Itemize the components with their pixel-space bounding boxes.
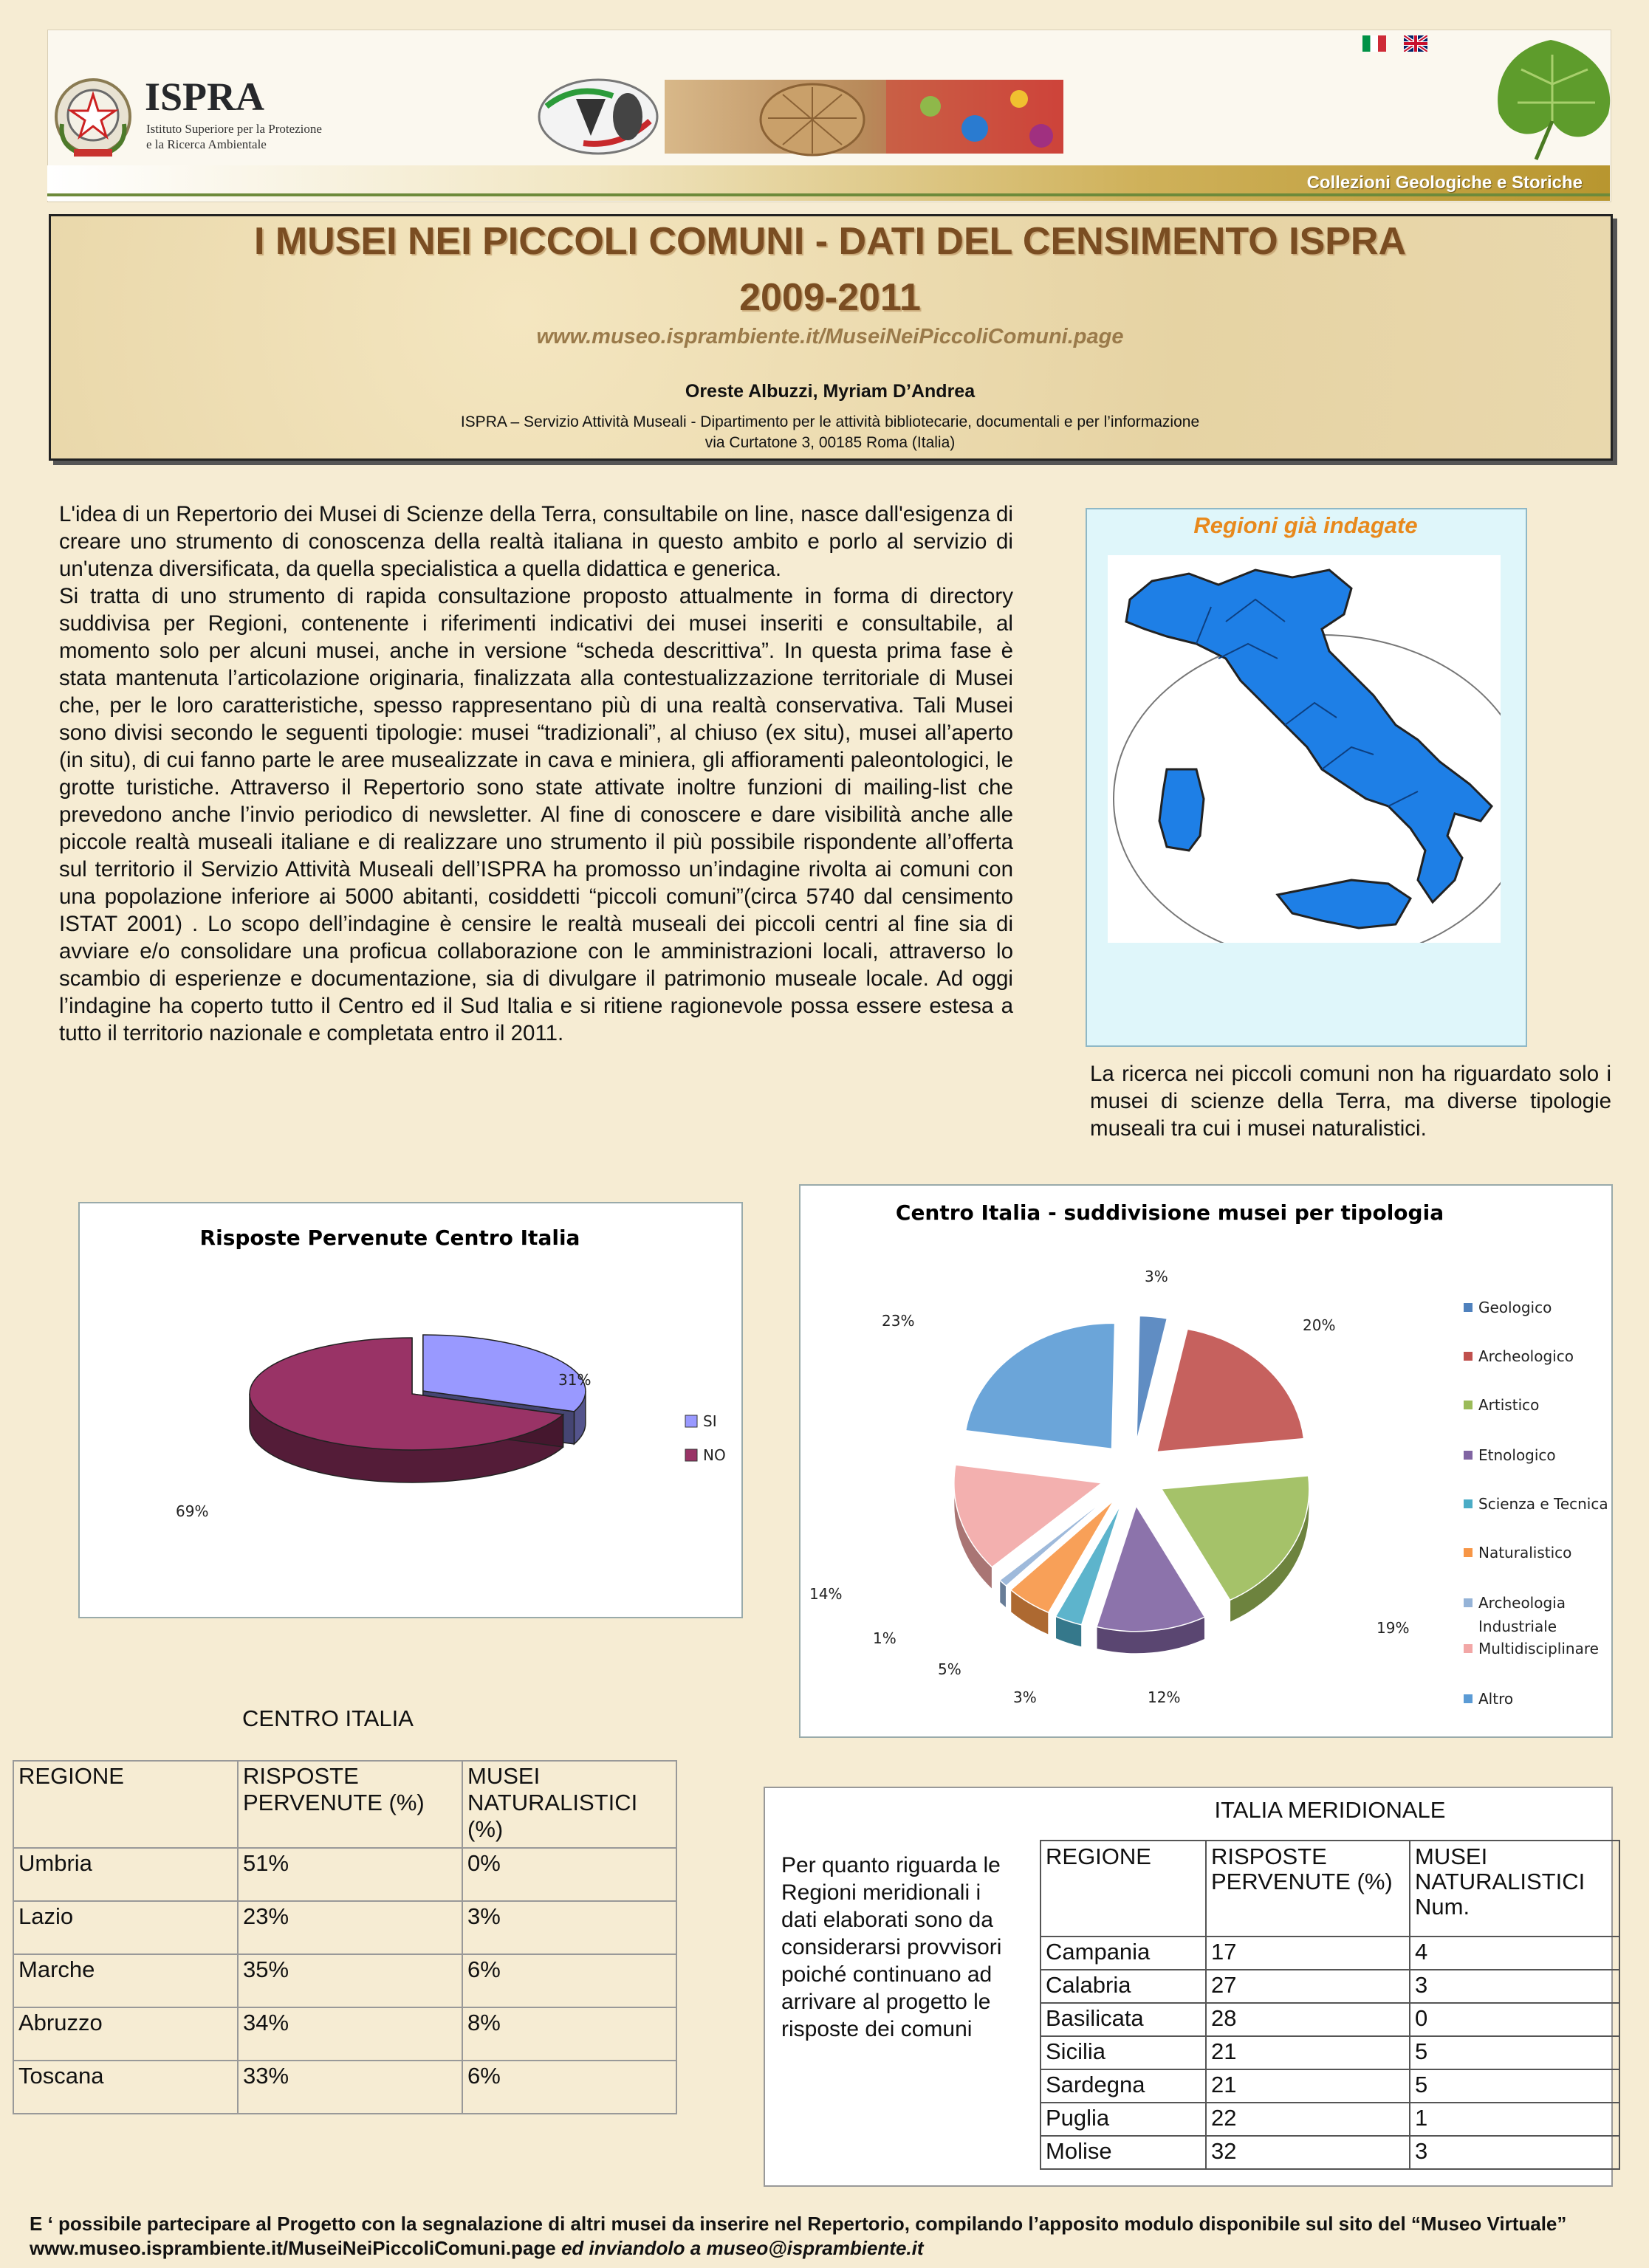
map-caption: La ricerca nei piccoli comuni non ha riguardato solo i musei di scienze della Terra, ma diverse tipologie museali tra cui i musei naturalistici.: [1090, 1062, 1611, 1141]
pie-slice-archeologico: [1157, 1329, 1304, 1451]
flag-uk-icon[interactable]: [1404, 35, 1427, 52]
table-row: [1041, 2136, 1619, 2169]
pie-data-label: 31%: [558, 1371, 592, 1389]
table-cell: 5: [1410, 2069, 1619, 2103]
italy-regions-shape: [1126, 570, 1492, 928]
intro-text: [59, 501, 1013, 1047]
table-cell: Calabria: [1041, 1970, 1206, 2003]
table-header: REGIONE: [1041, 1841, 1206, 1937]
pie-slice-altro: [966, 1323, 1115, 1449]
chart1-title: Risposte Pervenute Centro Italia: [199, 1226, 580, 1250]
logo-subtitle: [146, 121, 368, 152]
table-cell: Umbria: [13, 1848, 238, 1901]
pie-data-label: 12%: [1148, 1688, 1181, 1706]
legend-label: Naturalistico: [1478, 1544, 1572, 1561]
sud-table-caption: ITALIA MERIDIONALE: [1214, 1797, 1446, 1823]
pie-data-label: 19%: [1377, 1619, 1410, 1637]
project-url[interactable]: www.museo.isprambiente.it/MuseiNeiPiccoliComuni.page: [536, 325, 1124, 348]
affiliation-line: via Curtatone 3, 00185 Roma (Italia): [704, 434, 956, 451]
legend-swatch: [1464, 1694, 1473, 1703]
table-row: [1041, 1937, 1619, 1970]
table-cell: 1: [1410, 2103, 1619, 2136]
table-cell: 28: [1206, 2003, 1410, 2036]
table-cell: Toscana: [13, 2061, 238, 2114]
intro-paragraph: Si tratta di uno strumento di rapida consultazione proposto attualmente in forma di directory suddivisa per Regioni, contenente i riferimenti indicativi dei musei inseriti e consultabile, al momento solo per alcuni musei, anche in versione “scheda descrittiva”. In questa prima fase è stata mantenuta l’articolazione originaria, finalizzata alla contestualizzazione territoriale di Musei che, per le loro caratteristiche, spesso rappresentano più di una realtà conservativa. Tali Musei sono divisi secondo le seguenti tipologie: musei “tradizionali”, al chiuso (ex situ), musei all’aperto (in situ), di cui fanno parte le aree musealizzate in cava e miniera, gli affioramenti paleontologici, le grotte turistiche. Attraverso il Repertorio sono state attivate inoltre funzioni di mailing-list che prevedono anche l’invio periodico di newsletter. Al fine di conoscere e dare visibilità anche alle piccole realtà museali italiane e di realizzare uno strumento il più possibile rispondente all’offerta sul territorio il Servizio Attività Museali dell’ISPRA ha promosso un’indagine rivolta ai comuni con una popolazione inferiore ai 5000 abitanti, cosiddetti “piccoli comuni”(circa 5740 dal censimento ISTAT 2001) . Lo scopo dell’indagine è censire le realtà museali dei piccoli centri al fine sia di avviare e/o consolidare una proficua collaborazione con le amministrazioni locali, attraverso lo scambio di esperienze e documentazione, sia di divulgare il patrimonio museale locale. Ad oggi l’indagine ha coperto tutto il Centro ed il Sud Italia e si ritiene ragionevole possa essere estesa a tutto il territorio nazionale e completata entro il 2011.: [59, 584, 1013, 1045]
table-cell: 3: [1410, 2136, 1619, 2169]
table-cell: 34%: [238, 2007, 462, 2061]
header-line: [47, 193, 1610, 196]
table-cell: Puglia: [1041, 2103, 1206, 2136]
chart-risposte-centro: [78, 1202, 743, 1618]
chart2-title: Centro Italia - suddivisione musei per tipologia: [895, 1200, 1444, 1225]
legend-swatch: [1464, 1401, 1473, 1409]
legend-swatch: [1464, 1352, 1473, 1361]
table-cell: Basilicata: [1041, 2003, 1206, 2036]
legend-swatch: [685, 1415, 697, 1427]
legend-label: Archeologico: [1478, 1347, 1574, 1365]
table-cell: 33%: [238, 2061, 462, 2114]
chart1-svg: [80, 1203, 741, 1617]
table-cell: Molise: [1041, 2136, 1206, 2169]
table-header: RISPOSTE PERVENUTE (%): [1206, 1841, 1410, 1937]
legend-swatch: [685, 1449, 697, 1461]
pie-data-label: 1%: [873, 1629, 897, 1647]
affiliation: [0, 412, 1649, 453]
table-cell: 22: [1206, 2103, 1410, 2136]
pie-data-label: 3%: [1013, 1688, 1037, 1706]
legend-label: Etnologico: [1478, 1446, 1556, 1464]
pie-slice-geologico: [1137, 1316, 1167, 1441]
sud-table: [1040, 1840, 1620, 2170]
table-cell: Sardegna: [1041, 2069, 1206, 2103]
affiliation-line: ISPRA – Servizio Attività Museali - Dipartimento per le attività bibliotecarie, documentali e per l’informazione: [460, 413, 1200, 430]
authors: Oreste Albuzzi, Myriam D’Andrea: [685, 381, 976, 402]
table-row: [1041, 2003, 1619, 2036]
legend-label: Altro: [1478, 1690, 1514, 1708]
poster-title: [0, 214, 1649, 322]
leaf-icon: [1484, 32, 1617, 165]
legend-swatch: [1464, 1548, 1473, 1557]
legend-label: SI: [703, 1412, 717, 1430]
table-header: RISPOSTE PERVENUTE (%): [238, 1761, 462, 1848]
title-line: I MUSEI NEI PICCOLI COMUNI - DATI DEL CENSIMENTO ISPRA: [253, 220, 1407, 263]
table-row: [13, 1848, 676, 1901]
table-row: [1041, 2103, 1619, 2136]
pie-slice-artistico: [1162, 1476, 1309, 1601]
table-cell: 23%: [238, 1901, 462, 1954]
table-row: [13, 1954, 676, 2007]
logo-subtitle-line: Istituto Superiore per la Protezione: [146, 122, 322, 136]
legend-swatch: [1464, 1598, 1473, 1607]
table-cell: 4: [1410, 1937, 1619, 1970]
table-header-row: [1041, 1841, 1619, 1937]
table-row: [13, 2007, 676, 2061]
table-cell: Abruzzo: [13, 2007, 238, 2061]
table-cell: 21: [1206, 2069, 1410, 2103]
pie-data-label: 3%: [1145, 1268, 1168, 1285]
legend-label: Geologico: [1478, 1299, 1552, 1316]
table-cell: 27: [1206, 1970, 1410, 2003]
italy-map: [1108, 555, 1501, 943]
table-cell: 51%: [238, 1848, 462, 1901]
table-row: [1041, 1970, 1619, 2003]
table-header-row: [13, 1761, 676, 1848]
table-cell: 6%: [462, 1954, 676, 2007]
table-cell: 6%: [462, 2061, 676, 2114]
logo-subtitle-line: e la Ricerca Ambientale: [146, 137, 267, 151]
legend-label: Industriale: [1478, 1618, 1557, 1635]
footer-italic: ed inviandolo a museo@isprambiente.it: [555, 2237, 924, 2259]
map-area: [1108, 555, 1501, 943]
table-cell: 3%: [462, 1901, 676, 1954]
chart-tipologia-centro: [799, 1184, 1613, 1738]
table-cell: 3: [1410, 1970, 1619, 2003]
legend-label: Multidisciplinare: [1478, 1640, 1599, 1657]
table-cell: 21: [1206, 2036, 1410, 2069]
pie-data-label: 69%: [176, 1502, 209, 1520]
intro-paragraph: L'idea di un Repertorio dei Musei di Scienze della Terra, consultabile on line, nasce dall'esigenza di creare uno strumento di conoscenza della realtà italiana in questo ambito e porlo al servizio di un'utenza diversificata, da quella specialistica a quella didattica e generica.: [59, 502, 1013, 581]
title-line: 2009-2011: [739, 276, 921, 319]
legend-swatch: [1464, 1644, 1473, 1653]
table-cell: Sicilia: [1041, 2036, 1206, 2069]
legend-label: Artistico: [1478, 1396, 1540, 1414]
pie-data-label: 20%: [1303, 1316, 1336, 1334]
legend-swatch: [1464, 1303, 1473, 1312]
centro-table: [13, 1760, 677, 2114]
pie-data-label: 14%: [809, 1585, 843, 1603]
banner-photo-strip: [532, 77, 1063, 157]
table-cell: Campania: [1041, 1937, 1206, 1970]
republic-emblem-icon: [52, 72, 134, 161]
language-flags: [1362, 35, 1442, 52]
pie-data-label: 5%: [938, 1660, 961, 1678]
table-cell: 32: [1206, 2136, 1410, 2169]
legend-swatch: [1464, 1499, 1473, 1508]
footer-note: [30, 2212, 1617, 2261]
flag-italy-icon[interactable]: [1362, 35, 1386, 52]
table-header: REGIONE: [13, 1761, 238, 1848]
table-cell: Marche: [13, 1954, 238, 2007]
table-cell: 0%: [462, 1848, 676, 1901]
table-header: MUSEI NATURALISTICI (%): [462, 1761, 676, 1848]
legend-label: Archeologia: [1478, 1594, 1566, 1612]
legend-swatch: [1464, 1451, 1473, 1460]
table-row: [13, 1901, 676, 1954]
table-cell: 35%: [238, 1954, 462, 2007]
table-header: MUSEI NATURALISTICI Num.: [1410, 1841, 1619, 1937]
sud-note: Per quanto riguarda le Regioni meridionali i dati elaborati sono da considerarsi provvisori poiché continuano ad arrivare al progetto le risposte dei comuni: [781, 1853, 1002, 2041]
table-cell: 8%: [462, 2007, 676, 2061]
logo-name: ISPRA: [145, 75, 265, 119]
table-cell: 0: [1410, 2003, 1619, 2036]
table-row: [13, 2061, 676, 2114]
table-cell: 17: [1206, 1937, 1410, 1970]
legend-label: NO: [703, 1446, 726, 1464]
pie-data-label: 23%: [882, 1312, 915, 1330]
legend-label: Scienza e Tecnica: [1478, 1495, 1608, 1513]
map-title: Regioni già indagate: [1193, 512, 1418, 538]
collection-label: Collezioni Geologiche e Storiche: [1306, 173, 1583, 193]
table-row: [1041, 2036, 1619, 2069]
footer-text: E ‘ possibile partecipare al Progetto con la segnalazione di altri musei da inserire nel Repertorio, compilando l’apposito modulo disponibile sul sito del “Museo Virtuale” www.museo.isprambiente.it/MuseiNeiPiccoliComuni.page: [30, 2213, 1567, 2259]
table-row: [1041, 2069, 1619, 2103]
chart2-svg: [800, 1186, 1611, 1736]
table-cell: Lazio: [13, 1901, 238, 1954]
table-cell: 5: [1410, 2036, 1619, 2069]
centro-table-caption: CENTRO ITALIA: [242, 1705, 414, 1731]
